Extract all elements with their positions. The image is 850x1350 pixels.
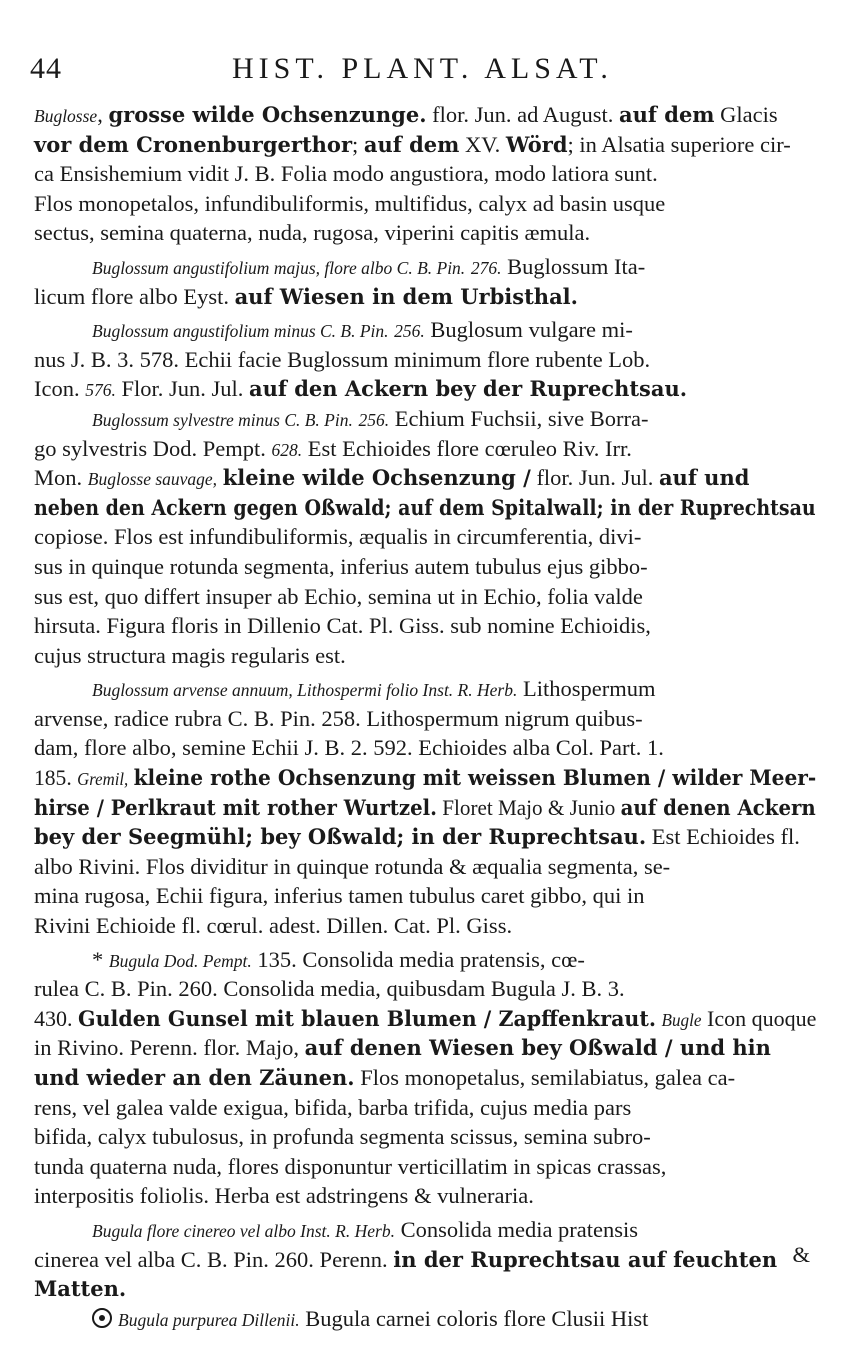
text-line <box>34 552 816 582</box>
text-line <box>34 374 816 404</box>
text-line <box>34 1004 817 1034</box>
text-line <box>34 704 816 734</box>
latin-run: sus in quinque rotunda segmenta, inferius autem tubulus ejus gibbo- <box>34 553 648 579</box>
fraktur-german-run: Gulden Gunsel mit blauen Blumen / Zapffenkraut. <box>78 1005 657 1031</box>
fraktur-german-run: Matten. <box>34 1276 127 1302</box>
latin-run: Flor. Jun. Jul. <box>115 376 250 402</box>
text-line <box>34 1181 816 1211</box>
text-line <box>34 1304 816 1334</box>
latin-run: Est Echioides fl. <box>646 824 800 850</box>
text-line <box>34 1122 816 1152</box>
text-line <box>34 1274 816 1304</box>
latin-run: ; in Alsatia superiore cir- <box>567 131 791 157</box>
latin-run: ca Ensishemium vidit J. B. Folia modo angustiora, modo latiora sunt. <box>34 161 658 187</box>
italic-name-run: Gremil, <box>77 769 129 790</box>
fraktur-german-run: neben den Ackern gegen Oßwald; auf dem Spitalwall; in der Ruprechtsau <box>34 494 816 520</box>
latin-run: Buglossum Ita- <box>501 253 646 279</box>
latin-run: Icon. <box>34 376 86 402</box>
text-line <box>34 611 816 641</box>
fraktur-german-run: bey der Seegmühl; bey Oßwald; in der Ruprechtsau. <box>34 824 647 850</box>
latin-run: cinerea vel alba C. B. Pin. 260. Perenn. <box>34 1246 394 1272</box>
text-line <box>34 282 816 312</box>
latin-run: go sylvestris Dod. Pempt. <box>34 435 272 461</box>
italic-name-run: Bugle <box>661 1009 702 1030</box>
latin-run: Echium Fuchsii, sive Borra- <box>389 405 649 431</box>
catchword: & <box>792 1242 810 1267</box>
fraktur-german-run: grosse wilde Ochsenzunge. <box>108 102 427 127</box>
text-line <box>34 1063 816 1093</box>
circle-dot-icon <box>92 1308 112 1328</box>
latin-run: Consolida media pratensis <box>394 1216 639 1242</box>
text-line <box>34 881 816 911</box>
italic-name-run: 256. <box>394 321 425 342</box>
fraktur-german-run: hirse / Perlkraut mit rother Wurtzel. <box>34 794 437 820</box>
fraktur-german-run: auf Wiesen in dem Urbisthal. <box>234 283 578 309</box>
latin-run: copiose. Flos est infundibuliformis, æqualis in circumferentia, divi- <box>34 524 642 550</box>
latin-run: Lithospermum <box>517 676 656 702</box>
fraktur-german-run: auf dem <box>363 131 460 157</box>
text-line <box>34 434 816 464</box>
italic-name-run: Bugula purpurea Dillenii. <box>118 1309 300 1330</box>
text-line <box>34 189 816 219</box>
text-line <box>34 1093 816 1123</box>
text-line <box>34 945 816 975</box>
latin-run: in Rivino. Perenn. flor. Majo, <box>34 1035 305 1061</box>
latin-run: albo Rivini. Flos dividitur in quinque rotunda & æqualia segmenta, se- <box>34 853 671 879</box>
italic-name-run: Buglossum angustifolium minus C. B. Pin. <box>92 321 389 342</box>
latin-run: mina rugosa, Echii figura, inferius tamen tubulus caret gibbo, qui in <box>34 883 645 909</box>
italic-name-run: Buglossum arvense annuum, Lithospermi folio Inst. R. Herb. <box>92 680 518 701</box>
latin-run: dam, flore albo, semine Echii J. B. 2. 592. Echioides alba Col. Part. 1. <box>34 735 664 761</box>
italic-name-run: Buglossum sylvestre minus C. B. Pin. <box>92 409 353 430</box>
text-line <box>34 674 816 704</box>
fraktur-german-run: auf denen Wiesen bey Oßwald / und hin <box>304 1035 771 1061</box>
latin-run: Bugula carnei coloris flore Clusii Hist <box>299 1305 649 1331</box>
latin-run: 185. <box>34 765 78 791</box>
body-text <box>34 100 816 1333</box>
text-line <box>34 793 816 823</box>
text-line <box>34 493 816 523</box>
text-line <box>34 974 816 1004</box>
italic-name-run: 276. <box>470 257 502 278</box>
latin-run: flor. Jun. ad August. <box>426 102 620 127</box>
italic-name-run: Bugula Dod. Pempt. <box>108 950 252 971</box>
latin-run: Floret Majo & Junio <box>436 794 621 820</box>
text-line <box>34 463 816 493</box>
page-number: 44 <box>30 52 62 85</box>
text-line <box>34 100 816 130</box>
latin-run: sectus, semina quaterna, nuda, rugosa, viperini capitis æmula. <box>34 220 591 246</box>
text-line <box>34 763 817 793</box>
text-line <box>34 315 816 345</box>
latin-run: cujus structura magis regularis est. <box>34 642 346 668</box>
fraktur-german-run: auf und <box>658 465 750 491</box>
latin-run: Flos monopetalos, infundibuliformis, multifidus, calyx ad basin usque <box>34 190 666 216</box>
fraktur-german-run: vor dem Cronenburgerthor <box>34 131 353 157</box>
latin-run: nus J. B. 3. 578. Echii facie Buglossum minimum flore rubente Lob. <box>34 346 651 372</box>
latin-run: bifida, calyx tubulosus, in profunda segmenta scissus, semina subro- <box>34 1124 651 1150</box>
latin-run: ; <box>352 131 364 157</box>
italic-name-run: 628. <box>271 439 303 460</box>
italic-name-run: 576. <box>85 380 116 401</box>
latin-run: hirsuta. Figura floris in Dillenio Cat. Pl. Giss. sub nomine Echioidis, <box>34 613 651 639</box>
text-line <box>34 822 816 852</box>
fraktur-german-run: kleine wilde Ochsenzung / <box>222 465 531 491</box>
latin-run: rulea C. B. Pin. 260. Consolida media, quibusdam Bugula J. B. 3. <box>34 976 625 1002</box>
italic-name-run: Buglosse <box>34 106 98 126</box>
fraktur-german-run: auf denen Ackern <box>620 794 816 820</box>
latin-run: Flos monopetalus, semilabiatus, galea ca- <box>354 1065 736 1090</box>
latin-run: Est Echioides flore cœruleo Riv. Irr. <box>302 435 632 461</box>
latin-run: * <box>92 946 109 972</box>
latin-run: interpositis foliolis. Herba est adstringens & vulneraria. <box>34 1183 534 1209</box>
text-line <box>34 159 816 189</box>
fraktur-german-run: kleine rothe Ochsenzung mit weissen Blumen / wilder Meer- <box>133 765 817 791</box>
latin-run: Mon. <box>34 465 88 491</box>
latin-run: rens, vel galea valde exigua, bifida, barba trifida, cujus media pars <box>34 1094 632 1120</box>
latin-run: flor. Jun. Jul. <box>530 465 659 491</box>
latin-run: Rivini Echioide fl. cœrul. adest. Dillen. Cat. Pl. Giss. <box>34 913 513 939</box>
fraktur-german-run: und wieder an den Zäunen. <box>34 1065 355 1090</box>
italic-name-run: Buglossum angustifolium majus, flore albo C. B. Pin. <box>92 257 466 278</box>
latin-run: , <box>97 102 109 127</box>
text-line <box>34 345 816 375</box>
fraktur-german-run: auf dem <box>619 102 715 127</box>
latin-run: Glacis <box>714 102 778 127</box>
latin-run: licum flore albo Eyst. <box>34 283 235 309</box>
text-line <box>34 522 816 552</box>
latin-run: 430. <box>34 1005 79 1031</box>
latin-run: Icon quoque <box>701 1005 817 1031</box>
page-header <box>0 52 850 92</box>
text-line <box>34 1152 816 1182</box>
latin-run: tunda quaterna nuda, flores disponuntur verticillatim in spicas crassas, <box>34 1153 667 1179</box>
text-line <box>34 1033 816 1063</box>
latin-run: 135. Consolida media pratensis, cœ- <box>251 946 585 972</box>
text-line <box>34 1245 816 1275</box>
text-line <box>34 852 816 882</box>
text-line <box>34 404 816 434</box>
latin-run: Buglosum vulgare mi- <box>424 317 633 343</box>
text-line <box>34 641 816 671</box>
fraktur-german-run: in der Ruprechtsau auf feuchten <box>393 1246 778 1272</box>
latin-run: arvense, radice rubra C. B. Pin. 258. Lithospermum nigrum quibus- <box>34 705 643 731</box>
running-head: HIST. PLANT. ALSAT. <box>232 52 613 85</box>
text-line <box>34 582 816 612</box>
text-line <box>34 130 816 160</box>
latin-run: sus est, quo differt insuper ab Echio, semina ut in Echio, folia valde <box>34 583 643 609</box>
fraktur-german-run: auf den Ackern bey der Ruprechtsau. <box>249 376 688 402</box>
text-line <box>34 252 816 282</box>
fraktur-german-run: Wörd <box>505 131 568 157</box>
text-line <box>34 218 816 248</box>
text-line <box>34 1215 816 1245</box>
latin-run: XV. <box>459 131 506 157</box>
italic-name-run: Bugula flore cinereo vel albo Inst. R. Herb. <box>92 1220 395 1241</box>
italic-name-run: 256. <box>358 409 390 430</box>
italic-name-run: Buglosse sauvage, <box>87 469 218 490</box>
text-line <box>34 733 816 763</box>
text-line <box>34 911 816 941</box>
